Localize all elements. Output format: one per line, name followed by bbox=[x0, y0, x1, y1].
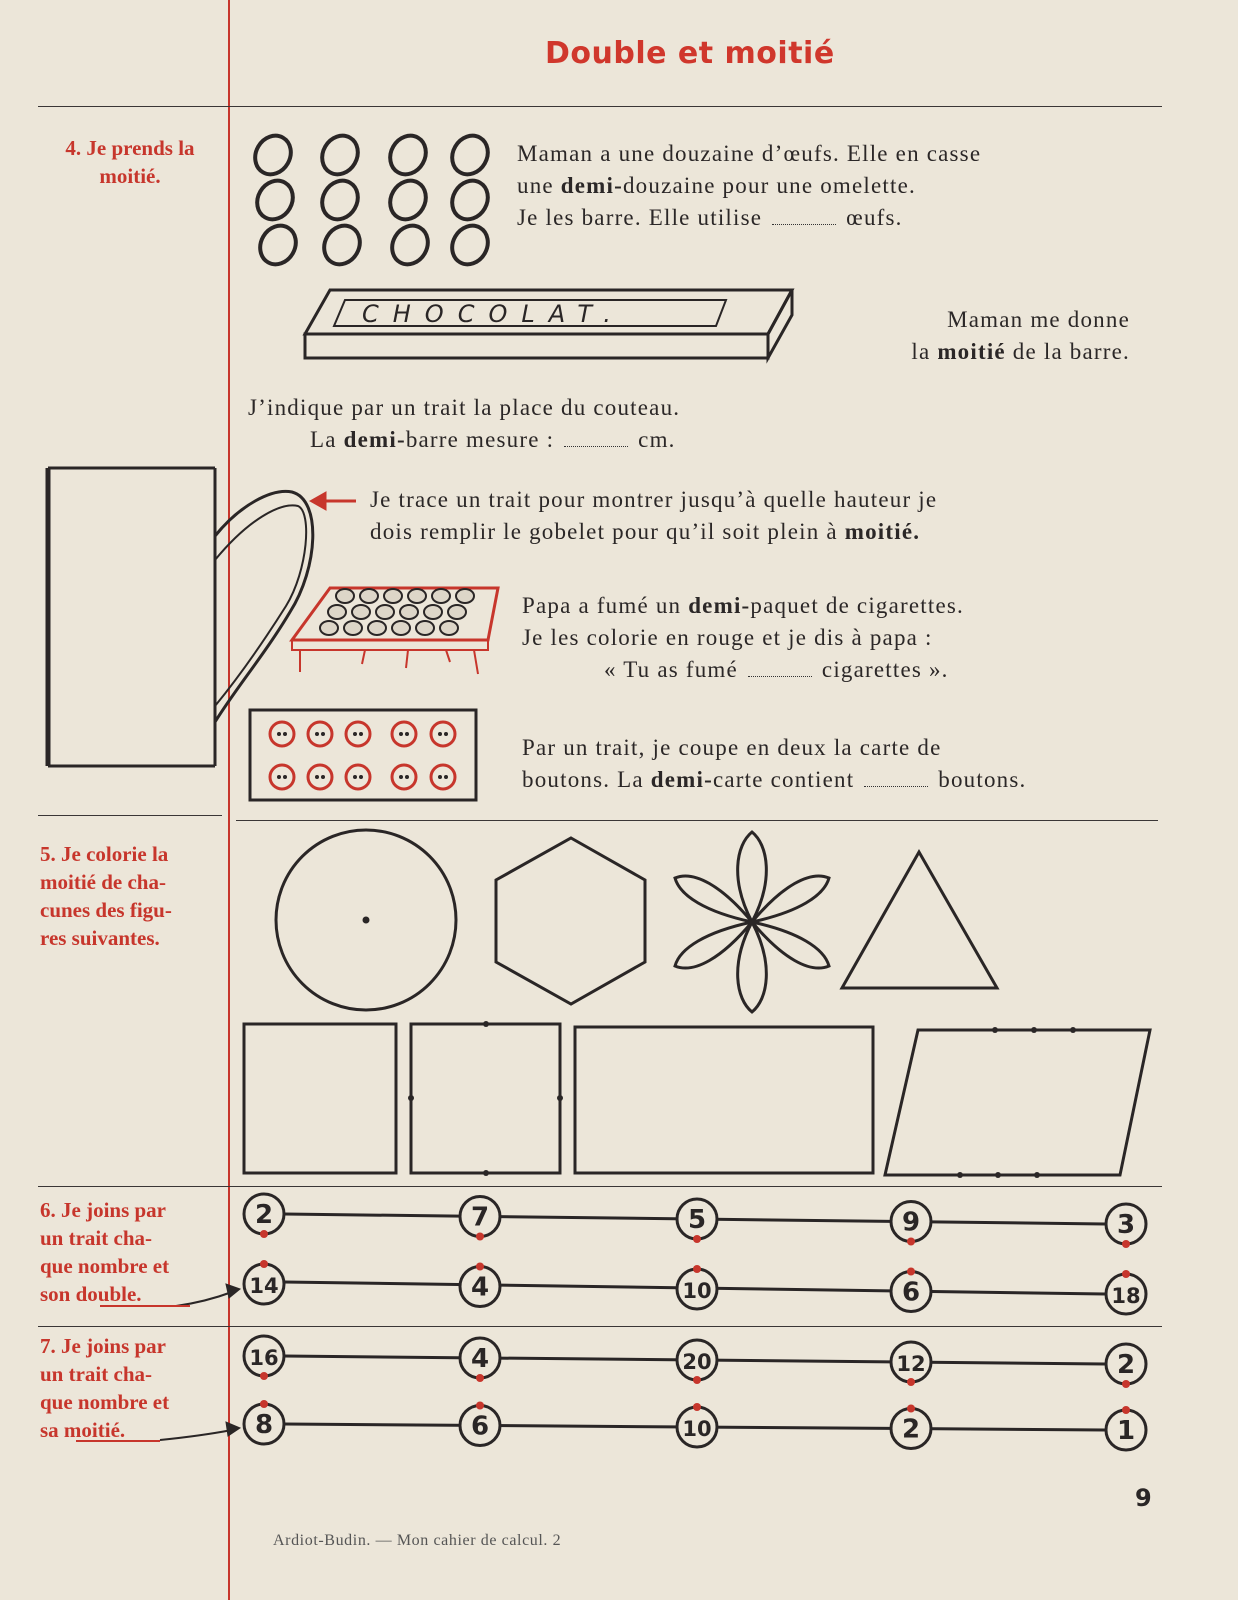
number-label: 10 bbox=[682, 1417, 712, 1441]
connection-dot[interactable] bbox=[260, 1372, 268, 1380]
number-label: 1 bbox=[1116, 1416, 1136, 1446]
number-label: 6 bbox=[901, 1277, 921, 1308]
number-node[interactable] bbox=[891, 1405, 931, 1449]
connection-dot[interactable] bbox=[476, 1233, 484, 1241]
chocolate-text: Maman me donne la moitié de la barre. bbox=[911, 307, 1130, 364]
connection-dot[interactable] bbox=[476, 1402, 484, 1410]
number-label: 5 bbox=[687, 1205, 707, 1235]
connection-dot[interactable] bbox=[693, 1235, 701, 1243]
chocolate-label: CHOCOLAT. bbox=[362, 300, 625, 328]
connection-dot[interactable] bbox=[693, 1376, 701, 1384]
number-node[interactable] bbox=[677, 1265, 717, 1309]
button-card[interactable] bbox=[250, 710, 476, 800]
connection-dot[interactable] bbox=[260, 1400, 268, 1408]
number-node[interactable] bbox=[1106, 1204, 1146, 1248]
number-label: 4 bbox=[470, 1344, 490, 1374]
number-label: 12 bbox=[896, 1352, 926, 1376]
eggs-text: Maman a une douzaine d’œufs. Elle en casse une demi-douzaine pour une omelette. Je les barre. Elle utilise œufs. bbox=[517, 141, 982, 230]
number-label: 2 bbox=[1116, 1350, 1136, 1380]
connection-dot[interactable] bbox=[1122, 1240, 1130, 1248]
page-number: 9 bbox=[1135, 1484, 1152, 1512]
figure-parallelogram[interactable] bbox=[885, 1030, 1150, 1175]
connection-dot[interactable] bbox=[693, 1403, 701, 1411]
connection-dot[interactable] bbox=[260, 1260, 268, 1268]
connection-dot[interactable] bbox=[907, 1268, 915, 1276]
number-node[interactable] bbox=[460, 1197, 500, 1241]
connection-dot[interactable] bbox=[1122, 1380, 1130, 1388]
number-node[interactable] bbox=[677, 1199, 717, 1243]
knife-text: J’indique par un trait la place du couteau. La demi-barre mesure : cm. bbox=[248, 395, 681, 452]
number-label: 18 bbox=[1111, 1284, 1141, 1308]
connection-dot[interactable] bbox=[476, 1374, 484, 1382]
number-node[interactable] bbox=[244, 1336, 284, 1380]
figure-hexagon[interactable] bbox=[496, 838, 645, 1004]
connection-dot[interactable] bbox=[1122, 1270, 1130, 1278]
number-label: 3 bbox=[1116, 1210, 1136, 1240]
connection-dot[interactable] bbox=[907, 1405, 915, 1413]
arrow-icon bbox=[310, 492, 356, 510]
exercise-4-label: 4. Je prends la moitié. bbox=[65, 136, 195, 188]
number-node[interactable] bbox=[677, 1340, 717, 1384]
number-node[interactable] bbox=[677, 1403, 717, 1447]
number-node[interactable] bbox=[244, 1260, 284, 1304]
exercise-7-label: 7. Je joins par un trait cha- que nombre et sa moitié. bbox=[40, 1334, 170, 1442]
number-label: 8 bbox=[254, 1410, 274, 1440]
number-label: 7 bbox=[470, 1202, 490, 1233]
number-node[interactable] bbox=[460, 1263, 500, 1307]
eggs-grid[interactable] bbox=[248, 129, 494, 271]
number-label: 9 bbox=[901, 1207, 921, 1238]
number-node[interactable] bbox=[891, 1202, 931, 1246]
number-label: 14 bbox=[249, 1274, 279, 1298]
connection-dot[interactable] bbox=[693, 1265, 701, 1273]
number-node[interactable] bbox=[1106, 1270, 1146, 1314]
figure-flower[interactable] bbox=[675, 832, 829, 1012]
exercise-5-label: 5. Je colorie la moitié de cha- cunes des figu- res suivantes. bbox=[40, 842, 172, 950]
connection-dot[interactable] bbox=[260, 1230, 268, 1238]
number-label: 20 bbox=[682, 1350, 712, 1374]
number-label: 2 bbox=[254, 1200, 274, 1230]
figure-rectangle[interactable] bbox=[575, 1027, 873, 1173]
connection-dot[interactable] bbox=[476, 1263, 484, 1271]
number-node[interactable] bbox=[891, 1268, 931, 1312]
number-node[interactable] bbox=[460, 1338, 500, 1382]
cup-goblet[interactable] bbox=[48, 468, 313, 766]
cigarette-pack[interactable] bbox=[292, 588, 498, 674]
connection-dot[interactable] bbox=[907, 1238, 915, 1246]
number-node[interactable] bbox=[891, 1342, 931, 1386]
cup-text: Je trace un trait pour montrer jusqu’à quelle hauteur je dois remplir le gobelet pour qu’il soit plein à moitié. bbox=[370, 487, 938, 544]
figure-square-2[interactable] bbox=[411, 1024, 560, 1173]
figure-triangle[interactable] bbox=[842, 852, 997, 988]
ex7-pointer-arrow bbox=[76, 1422, 240, 1441]
number-label: 2 bbox=[901, 1414, 921, 1445]
number-node[interactable] bbox=[460, 1402, 500, 1446]
connection-dot[interactable] bbox=[1122, 1406, 1130, 1414]
number-label: 6 bbox=[470, 1411, 490, 1442]
number-node[interactable] bbox=[244, 1194, 284, 1238]
buttons-text: Par un trait, je coupe en deux la carte de boutons. La demi-carte contient boutons. bbox=[522, 735, 1027, 792]
page-title: Double et moitié bbox=[545, 36, 835, 71]
number-node[interactable] bbox=[244, 1400, 284, 1444]
number-label: 16 bbox=[249, 1346, 279, 1370]
number-node[interactable] bbox=[1106, 1344, 1146, 1388]
ex6-pointer-arrow bbox=[100, 1284, 240, 1306]
connection-dot[interactable] bbox=[907, 1378, 915, 1386]
number-label: 10 bbox=[682, 1279, 712, 1303]
exercise-6-label: 6. Je joins par un trait cha- que nombre et son double. bbox=[40, 1198, 170, 1306]
figure-square-1[interactable] bbox=[244, 1024, 396, 1173]
number-label: 4 bbox=[470, 1272, 490, 1303]
cigarettes-text: Papa a fumé un demi-paquet de cigarettes. Je les colorie en rouge et je dis à papa : « Tu as fumé cigarettes ». bbox=[522, 593, 964, 682]
number-node[interactable] bbox=[1106, 1406, 1146, 1450]
footer-credit: Ardiot-Budin. — Mon cahier de calcul. 2 bbox=[273, 1532, 562, 1549]
